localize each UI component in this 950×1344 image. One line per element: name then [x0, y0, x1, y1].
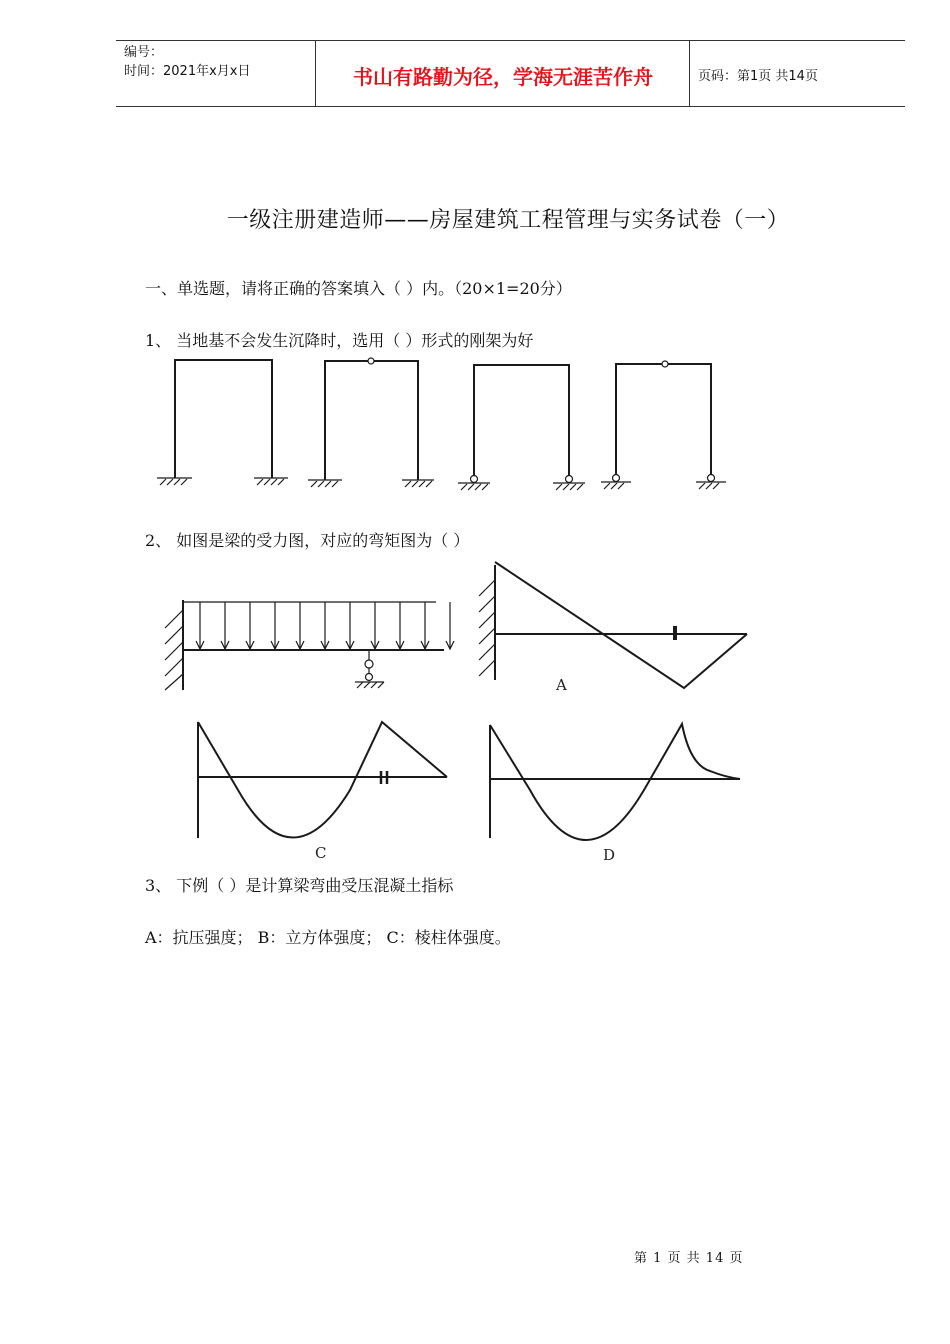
- frame-fixed-fixed: [157, 360, 288, 485]
- distributed-load-arrows: [196, 602, 454, 649]
- question-3-options: A：抗压强度； B：立方体强度； C：棱柱体强度。: [145, 928, 511, 947]
- label-a: A: [556, 676, 567, 694]
- document-number-label: 编号：: [124, 45, 164, 60]
- section-heading: 一、单选题，请将正确的答案填入（ ）内。（20×1=20分）: [145, 279, 572, 298]
- frame-three-hinged-fixed-base: [308, 358, 434, 487]
- moment-diagram-a: [479, 562, 747, 694]
- moment-diagram-c: [198, 722, 447, 862]
- frame-three-hinged: [601, 361, 726, 489]
- label-c: C: [315, 844, 327, 862]
- exam-title: 一级注册建造师——房屋建筑工程管理与实务试卷（一）: [226, 208, 790, 233]
- question-2: 2、 如图是梁的受力图，对应的弯矩图为（ ）: [145, 531, 470, 550]
- question-1: 1、 当地基不会发生沉降时，选用（ ）形式的刚架为好: [145, 331, 534, 350]
- moment-diagram-d: [490, 724, 740, 864]
- label-d: D: [603, 846, 616, 864]
- frame-two-hinged: [458, 365, 585, 490]
- header-motto: 书山有路勤为径，学海无涯苦作舟: [353, 65, 653, 89]
- document-date: 时间：2021年x月x日: [124, 64, 251, 79]
- question-3: 3、 下例（ ）是计算梁弯曲受压混凝土指标: [145, 876, 454, 895]
- beam-load-diagram: [165, 600, 454, 690]
- page-footer: 第 1 页 共 14 页: [634, 1251, 744, 1266]
- header-page-info: 页码：第1页 共14页: [698, 69, 818, 84]
